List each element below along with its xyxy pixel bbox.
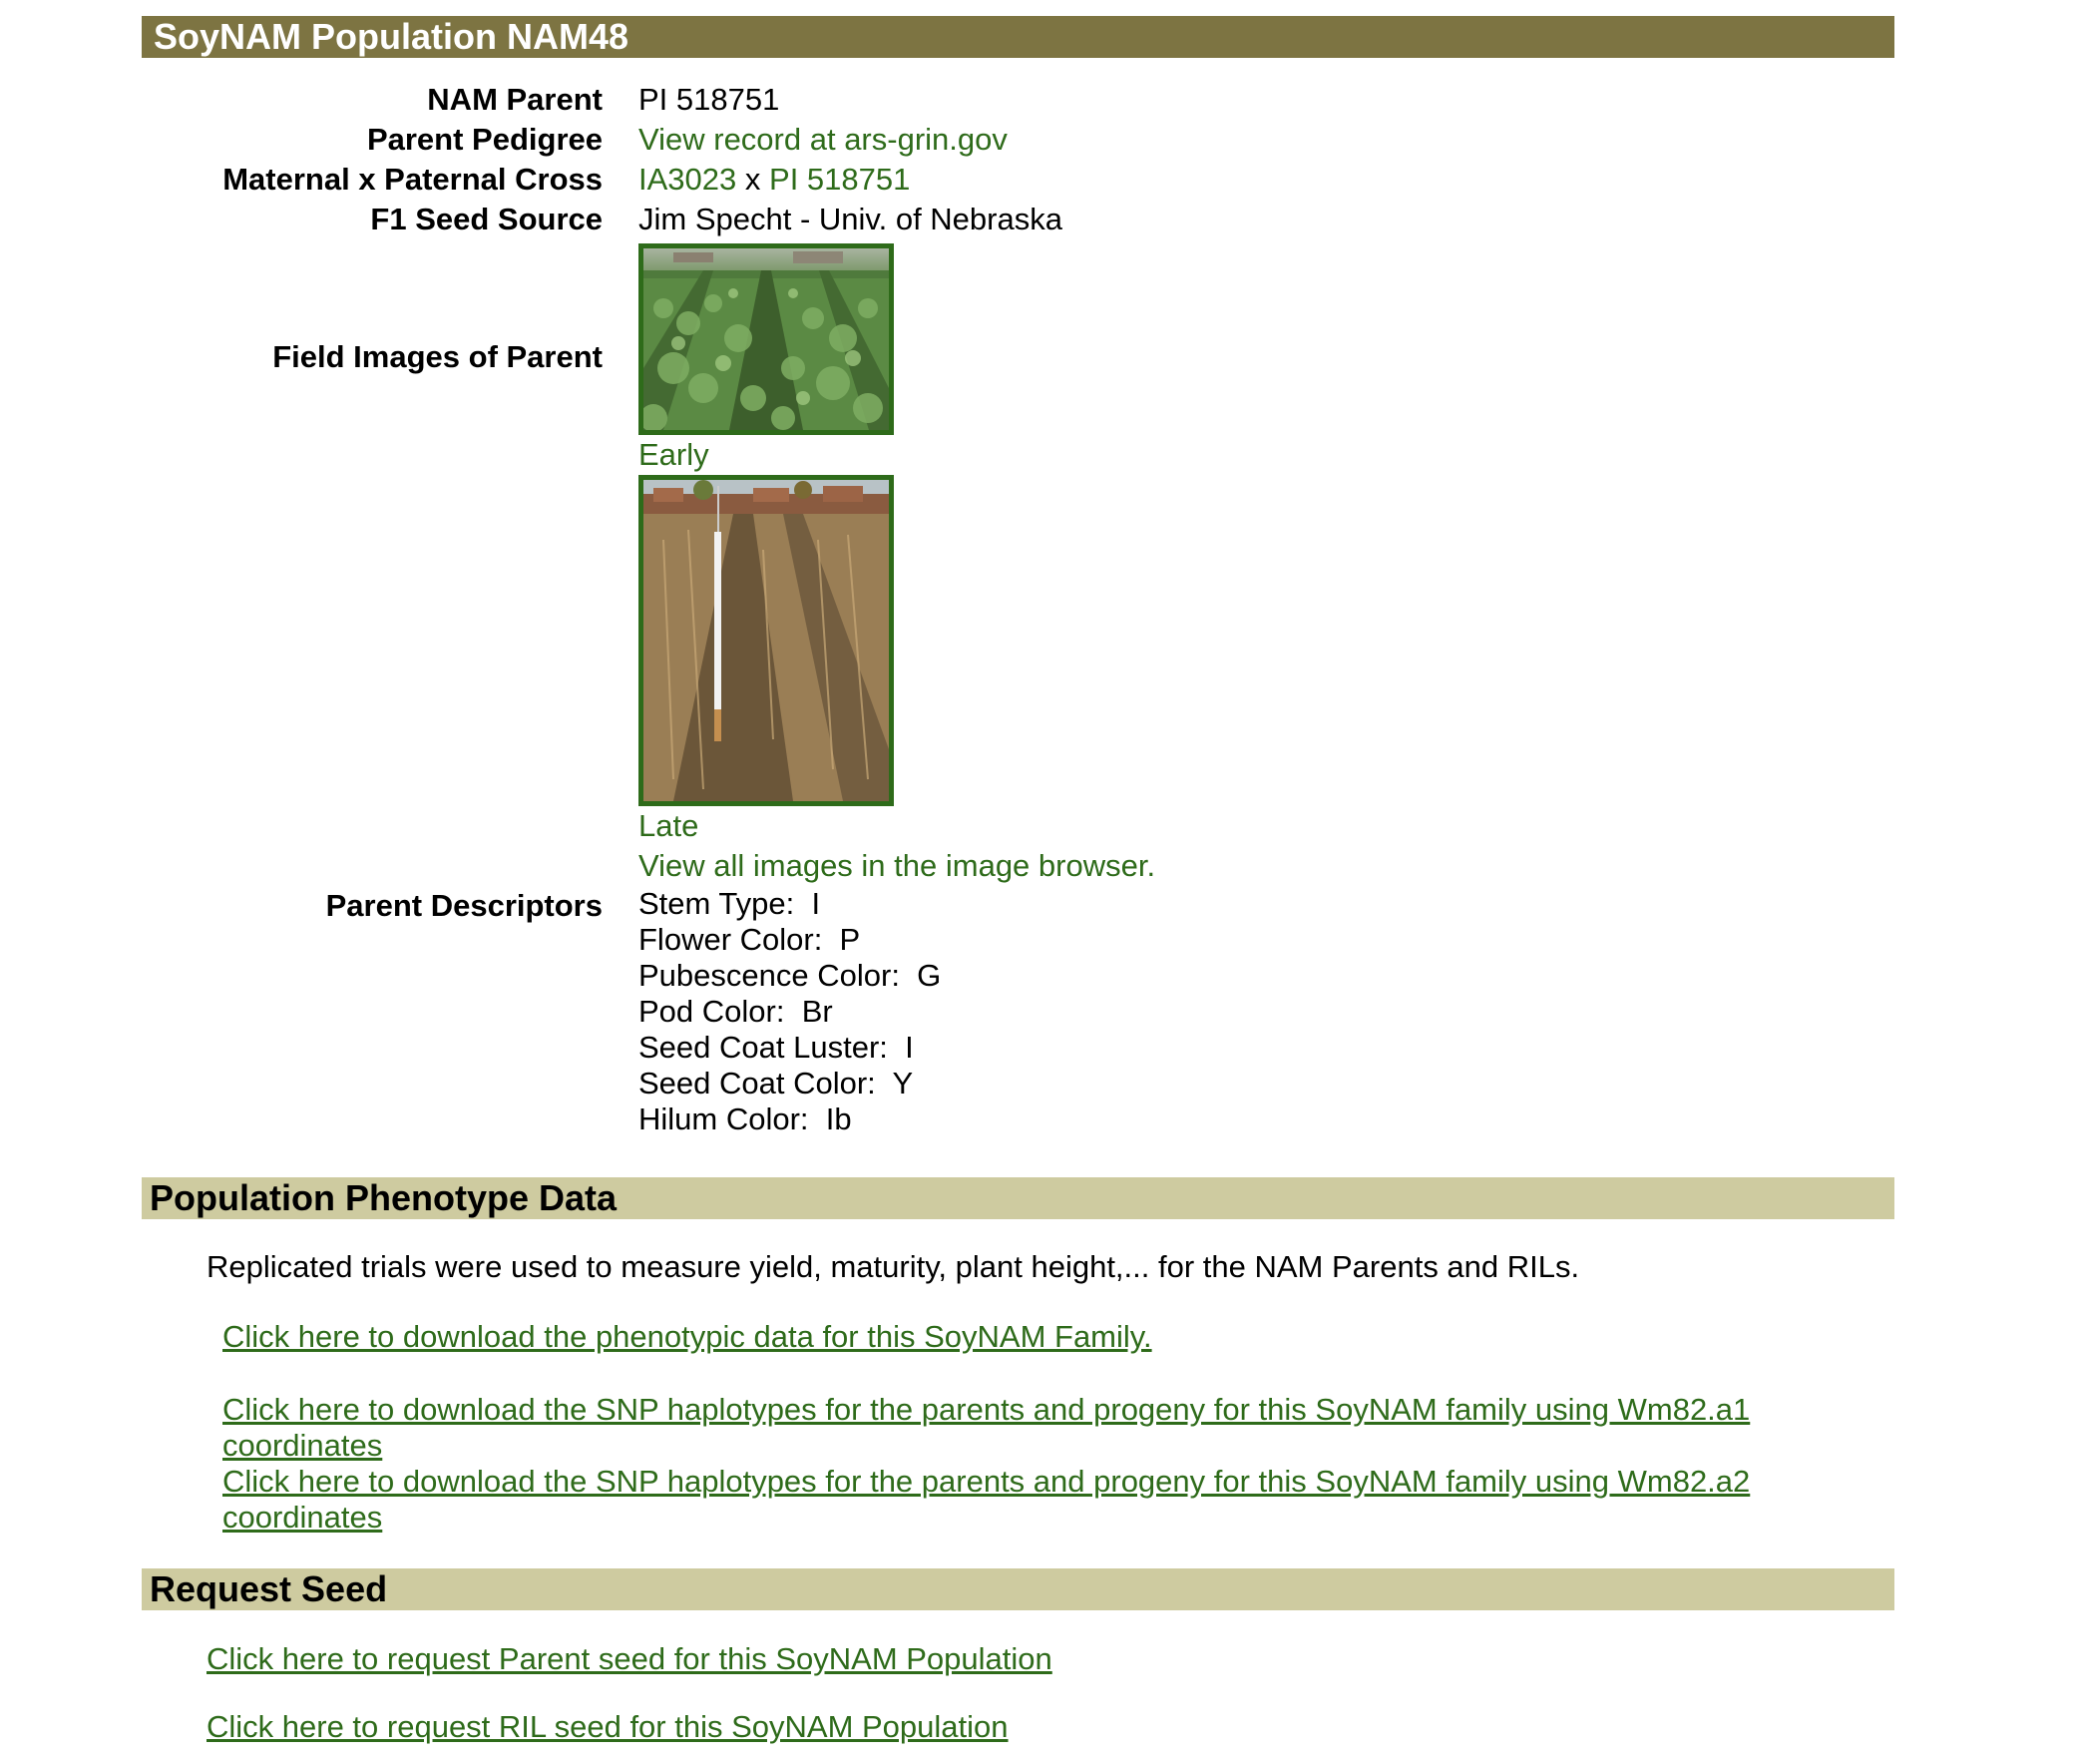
image-browser-link[interactable]: View all images in the image browser. <box>638 848 1156 883</box>
early-field-photo <box>643 248 889 430</box>
descriptors-label: Parent Descriptors <box>325 888 603 923</box>
late-field-photo <box>643 480 889 801</box>
descriptors-list <box>638 886 1894 1137</box>
download-phenotypic-data-link[interactable]: Click here to download the phenotypic data for this SoyNAM Family. <box>222 1319 1152 1354</box>
page-title: SoyNAM Population NAM48 <box>142 16 1894 58</box>
field-images-row <box>142 239 1894 886</box>
descriptor-seed-coat-color: Seed Coat Color: Y <box>638 1066 914 1101</box>
descriptor-flower-color: Flower Color: P <box>638 922 861 957</box>
pedigree-label: Parent Pedigree <box>366 122 603 157</box>
descriptor-stem-type: Stem Type: I <box>638 886 821 921</box>
download-snp-a2-link[interactable]: Click here to download the SNP haplotypes for the parents and progeny for this SoyNAM family using Wm82.a2 coordinates <box>222 1464 1751 1535</box>
paternal-parent-link[interactable]: PI 518751 <box>769 162 911 197</box>
early-field-image[interactable] <box>638 243 894 435</box>
phenotype-description: Replicated trials were used to measure yield, maturity, plant height,... for the NAM Parents and RILs. <box>207 1249 1580 1284</box>
nam-parent-label: NAM Parent <box>427 82 603 117</box>
seed-source-label: F1 Seed Source <box>370 202 603 236</box>
pedigree-link[interactable]: View record at ars-grin.gov <box>638 122 1008 157</box>
request-parent-seed-link[interactable]: Click here to request Parent seed for this SoyNAM Population <box>207 1641 1052 1676</box>
nam-parent-value: PI 518751 <box>638 82 780 117</box>
download-snp-a1-link[interactable]: Click here to download the SNP haplotypes for the parents and progeny for this SoyNAM family using Wm82.a1 coordinates <box>222 1392 1751 1463</box>
nam-parent-row <box>142 80 1894 120</box>
cross-label: Maternal x Paternal Cross <box>222 162 603 197</box>
cross-row <box>142 160 1894 200</box>
late-image-caption: Late <box>638 808 699 843</box>
early-image-caption: Early <box>638 437 709 472</box>
descriptor-pod-color: Pod Color: Br <box>638 994 833 1029</box>
phenotype-section-heading: Population Phenotype Data <box>142 1177 1894 1219</box>
request-seed-section-heading: Request Seed <box>142 1568 1894 1610</box>
descriptor-hilum-color: Hilum Color: Ib <box>638 1102 852 1136</box>
seed-source-row <box>142 200 1894 239</box>
population-info-table <box>142 80 1894 1137</box>
descriptor-seed-coat-luster: Seed Coat Luster: I <box>638 1030 914 1065</box>
request-ril-seed-link[interactable]: Click here to request RIL seed for this SoyNAM Population <box>207 1709 1009 1744</box>
pedigree-row <box>142 120 1894 160</box>
field-images-label: Field Images of Parent <box>272 339 603 374</box>
late-field-image[interactable] <box>638 475 894 806</box>
cross-separator: x <box>744 162 761 197</box>
seed-source-value: Jim Specht - Univ. of Nebraska <box>638 202 1062 236</box>
descriptors-row <box>142 886 1894 1137</box>
maternal-parent-link[interactable]: IA3023 <box>638 162 737 197</box>
descriptor-pubescence-color: Pubescence Color: G <box>638 958 942 993</box>
